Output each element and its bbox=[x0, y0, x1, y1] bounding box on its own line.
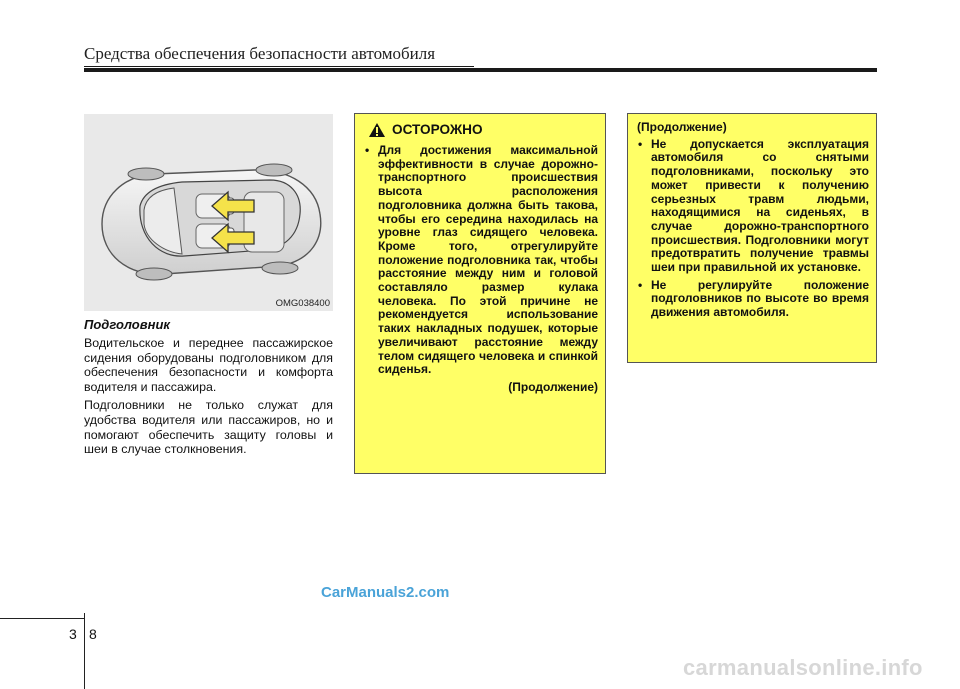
warning-title: ОСТОРОЖНО bbox=[392, 122, 483, 138]
section-paragraph: Водительское и переднее пассажирское сидения оборудованы подголовником для обеспечения безопасности и комфорта водителя и пассажира. bbox=[84, 336, 333, 394]
continuation-bullet: • Не регулируйте положение подголовников по высоте во время движения автомобиля. bbox=[637, 279, 869, 320]
section-paragraph: Подголовники не только служат для удобства водителя или пассажиров, но и помогают обеспечить защиту головы и шеи в случае столкновения. bbox=[84, 398, 333, 457]
header-rule-thin bbox=[84, 66, 474, 67]
warning-triangle-icon bbox=[368, 122, 386, 138]
footer-rule bbox=[0, 618, 84, 619]
header-rule bbox=[84, 68, 877, 72]
warning-bullet: • Для достижения максимальной эффективности в случае дорожно-транспортного происшествия высота расположения подголовника должна быть такова, чтобы его середина находилась на уровне глаз сидящего человека. Кроме того, отрегулируйте положение подголовника так, чтобы расстояние между ним и головой составляло размер кулака человека. По этой причине не рекомендуется использование таких накладных подушек, которые увеличивают расстояние между телом сидящего человека и спинкой сиденья. bbox=[364, 144, 598, 377]
car-top-view-drawing bbox=[84, 114, 333, 311]
warning-header bbox=[368, 122, 598, 138]
page-header-title: Средства обеспечения безопасности автомобиля bbox=[84, 44, 436, 63]
figure-code: OMG038400 bbox=[275, 298, 330, 309]
section-title: Подголовник bbox=[84, 317, 170, 332]
continuation-bullet: • Не допускается эксплуатация автомобиля со снятыми подголовниками, поскольку это может привести к получению серьезных травм людьми, находящимися на сиденьях, в случае дорожно-транспортного происшествия. Подголовники могут предотвратить получение травмы шеи при правильной их установке. bbox=[637, 138, 869, 275]
continued-header: (Продолжение) bbox=[637, 120, 727, 134]
chapter-number: 3 bbox=[69, 626, 77, 642]
headrest-section bbox=[84, 317, 333, 461]
headrest-illustration bbox=[84, 114, 333, 311]
continued-label: (Продолжение) bbox=[508, 379, 598, 394]
page-number: 8 bbox=[89, 626, 97, 642]
watermark-carmanualsonline[interactable]: carmanualsonline.info bbox=[683, 655, 923, 680]
watermark-carmanuals2[interactable]: CarManuals2.com bbox=[321, 584, 450, 601]
footer-divider bbox=[84, 613, 85, 689]
continuation-box bbox=[627, 113, 877, 363]
warning-box bbox=[354, 113, 606, 474]
